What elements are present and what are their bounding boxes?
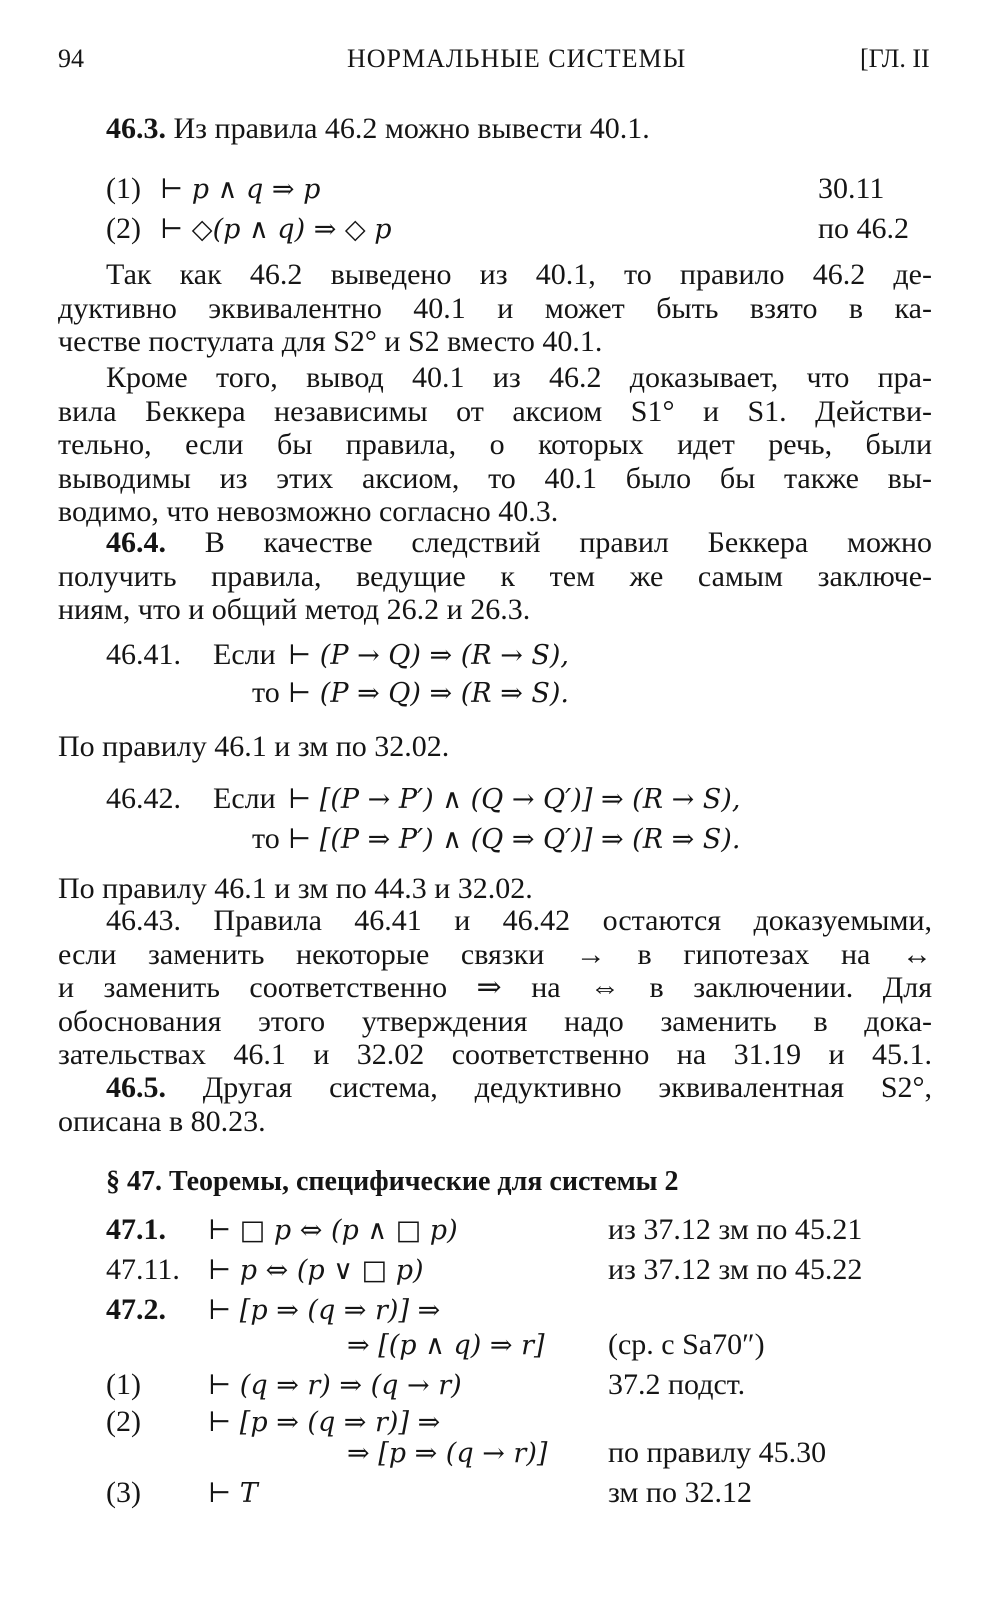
theorem-formula: ⇒ [(p ∧ q) ⇒ r] xyxy=(347,1330,545,1361)
proof-step-number: (3) xyxy=(106,1476,141,1509)
then-word-46-42: то xyxy=(252,822,280,855)
paragraph-46-3-a xyxy=(58,258,932,359)
formula-46-41-then: ⊢ (P ⇒ Q) ⇒ (R ⇒ S). xyxy=(288,678,570,709)
step-2-number: (2) xyxy=(106,212,141,245)
label-46-5: 46.5. xyxy=(106,1071,166,1104)
step-1-formula: ⊢ p ∧ q ⇒ p xyxy=(160,174,321,205)
if-word-46-41: Если xyxy=(213,638,276,671)
text-line: тельно, если бы правила, о которых идет речь, были xyxy=(58,428,932,461)
text-line: обоснования этого утверждения надо заменить в дока- xyxy=(58,1004,932,1038)
formula-46-42-then: ⊢ [(P ⇒ P′) ∧ (Q ⇒ Q′)] ⇒ (R ⇒ S). xyxy=(288,824,741,855)
theorem-ref: из 37.12 зм по 45.22 xyxy=(608,1253,863,1286)
text-line: 46.43. Правила 46.41 и 46.42 остаются доказуемыми, xyxy=(106,904,932,937)
text-line: получить правила, ведущие к тем же самым заключе- xyxy=(58,559,932,593)
page-number: 94 xyxy=(58,44,84,73)
proof-step-formula: ⇒ [p ⇒ (q → r)] xyxy=(347,1438,548,1469)
theorem-number: 47.1. xyxy=(106,1213,166,1246)
if-word-46-42: Если xyxy=(213,782,276,815)
formula-46-41-if: ⊢ (P → Q) ⇒ (R → S), xyxy=(288,640,570,671)
theorem-number: 47.11. xyxy=(106,1253,180,1286)
text-line: зательствах 46.1 и 32.02 соответственно на 31.19 и 45.1. xyxy=(58,1038,932,1071)
formula-46-42-if: ⊢ [(P → P′) ∧ (Q → Q′)] ⇒ (R → S), xyxy=(288,784,741,815)
step-1-ref: 30.11 xyxy=(818,172,885,205)
text-line: и заменить соответственно ⇒ на ⇔ в заключении. Для xyxy=(58,971,932,1004)
then-word-46-41: то xyxy=(252,676,280,709)
text-line: Так как 46.2 выведено из 40.1, то правило 46.2 де- xyxy=(106,258,932,291)
text-line: выводимы из этих аксиом, то 40.1 было бы также вы- xyxy=(58,461,932,495)
theorem-ref: (ср. с Sa70″) xyxy=(608,1328,765,1361)
theorem-formula: ⊢ □ p ⇔ (p ∧ □ p) xyxy=(208,1215,458,1246)
section-47-heading: § 47. Теоремы, специфические для системы 2 xyxy=(106,1166,679,1197)
chapter-label: [ГЛ. II xyxy=(860,44,930,73)
text-46-3: Из правила 46.2 можно вывести 40.1. xyxy=(173,112,650,145)
label-46-3: 46.3. xyxy=(106,112,166,145)
step-2-formula: ⊢ ◇(p ∧ q) ⇒ ◇ p xyxy=(160,214,392,245)
proof-step-ref: по правилу 45.30 xyxy=(608,1436,827,1469)
proof-step-number: (1) xyxy=(106,1368,141,1401)
proof-46-42: По правилу 46.1 и зм по 44.3 и 32.02. xyxy=(58,872,533,905)
step-1-number: (1) xyxy=(106,172,141,205)
text-line: водимо, что невозможно согласно 40.3. xyxy=(58,495,559,528)
paragraph-46-3-intro xyxy=(106,112,650,146)
paragraph-46-43 xyxy=(58,904,932,1072)
paragraph-46-5 xyxy=(58,1071,932,1138)
label-46-41: 46.41. xyxy=(106,638,181,671)
proof-step-ref: 37.2 подст. xyxy=(608,1368,746,1401)
running-title: НОРМАЛЬНЫЕ СИСТЕМЫ xyxy=(347,44,687,73)
text-line: если заменить некоторые связки → в гипотезах на ↔ xyxy=(58,937,932,971)
theorem-formula: ⊢ p ⇔ (p ∨ □ p) xyxy=(208,1255,424,1286)
text-line: честве постулата для S2° и S2 вместо 40.1. xyxy=(58,325,603,358)
proof-step-number: (2) xyxy=(106,1405,141,1438)
text-46-5-first: Другая система, дедуктивно эквивалентная S2°, xyxy=(202,1071,932,1104)
label-46-42: 46.42. xyxy=(106,782,181,815)
proof-step-formula: ⊢ T xyxy=(208,1478,258,1509)
theorem-number: 47.2. xyxy=(106,1293,166,1326)
paragraph-46-3-b xyxy=(58,361,932,529)
text-46-4-first: В качестве следствий правил Беккера можно xyxy=(204,526,933,559)
text-line: вила Беккера независимы от аксиом S1° и S1. Действи- xyxy=(58,394,932,428)
proof-step-ref: зм по 32.12 xyxy=(608,1476,752,1509)
text-line: Кроме того, вывод 40.1 из 46.2 доказывает, что пра- xyxy=(106,361,932,394)
proof-46-41: По правилу 46.1 и зм по 32.02. xyxy=(58,730,450,763)
theorem-formula: ⊢ [p ⇒ (q ⇒ r)] ⇒ xyxy=(208,1295,441,1326)
step-2-ref: по 46.2 xyxy=(818,212,910,245)
text-line: ниям, что и общий метод 26.2 и 26.3. xyxy=(58,593,531,626)
text-line xyxy=(58,526,932,560)
proof-step-formula: ⊢ (q ⇒ r) ⇒ (q → r) xyxy=(208,1370,462,1401)
proof-step-formula: ⊢ [p ⇒ (q ⇒ r)] ⇒ xyxy=(208,1407,441,1438)
theorem-ref: из 37.12 зм по 45.21 xyxy=(608,1213,863,1246)
text-line: дуктивно эквивалентно 40.1 и может быть взято в ка- xyxy=(58,291,932,325)
paragraph-46-4 xyxy=(58,526,932,627)
text-line: описана в 80.23. xyxy=(58,1104,266,1138)
label-46-4: 46.4. xyxy=(106,526,166,559)
text-line xyxy=(58,1071,932,1105)
